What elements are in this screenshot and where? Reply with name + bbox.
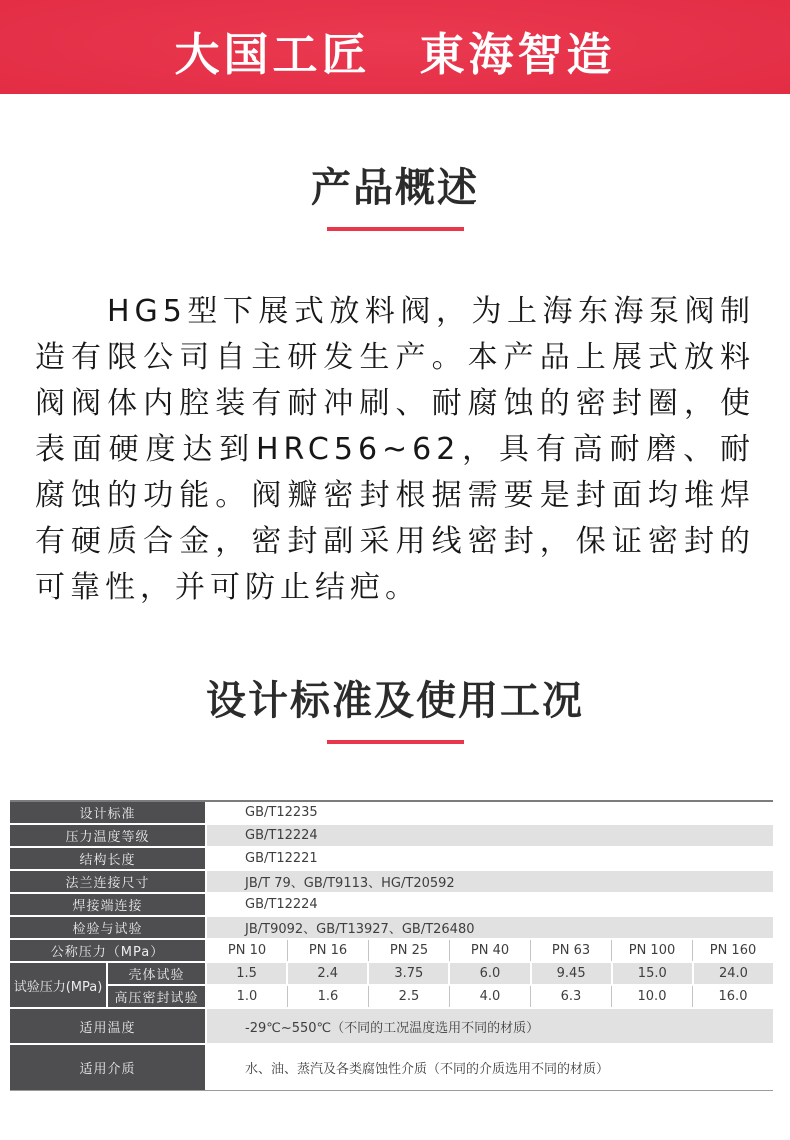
banner-slogan: 大国工匠 東海智造: [174, 27, 616, 81]
table-row-nominal-pressure: [10, 940, 773, 963]
table-row-applicable-temp: [10, 1009, 773, 1045]
table-row-applicable-medium: [10, 1045, 773, 1090]
row-value: GB/T12224: [207, 825, 773, 848]
value-cell: 6.3: [530, 986, 611, 1007]
group-label: 试验压力(MPa): [10, 963, 108, 1009]
overview-title-underline: [327, 227, 464, 231]
table-row-pressure-temp-class: [10, 825, 773, 848]
row-value: GB/T12221: [207, 848, 773, 871]
value-cell: 1.5: [207, 963, 286, 984]
row-value: 水、油、蒸汽及各类腐蚀性介质（不同的介质选用不同的材质）: [207, 1045, 773, 1090]
pn-cell: PN 16: [287, 940, 368, 961]
table-row-design-standard: [10, 802, 773, 825]
pn-cell: PN 63: [530, 940, 611, 961]
row-label: 法兰连接尺寸: [10, 871, 207, 894]
overview-paragraph: HG5型下展式放料阀，为上海东海泵阀制造有限公司自主研发生产。本产品上展式放料阀阀体内腔装有耐冲刷、耐腐蚀的密封圈，使表面硬度达到HRC56~62，具有高耐磨、耐腐蚀的功能。阀瓣密封根据需要是封面均堆焊有硬质合金，密封副采用线密封，保证密封的可靠性，并可防止结疤。: [35, 294, 755, 605]
row-value: -29℃~550℃（不同的工况温度选用不同的材质）: [207, 1009, 773, 1045]
table-row-hp-seal-test: [108, 986, 773, 1009]
pressure-test-group: [10, 963, 773, 1009]
value-cell: 15.0: [611, 963, 692, 984]
sub-row-label: 壳体试验: [108, 963, 207, 986]
row-value: GB/T12224: [207, 894, 773, 917]
overview-section: [0, 164, 790, 611]
row-value: JB/T9092、GB/T13927、GB/T26480: [207, 917, 773, 940]
standards-title: 设计标准及使用工况: [206, 678, 584, 724]
table-row-shell-test: [108, 963, 773, 986]
table-row-structure-length: [10, 848, 773, 871]
pn-cell: PN 160: [692, 940, 773, 961]
pn-cell: PN 25: [368, 940, 449, 961]
value-cell: 2.4: [286, 963, 367, 984]
sub-row-label: 高压密封试验: [108, 986, 207, 1009]
value-cell: 10.0: [611, 986, 692, 1007]
pn-header-cells: [207, 940, 773, 963]
value-cell: 16.0: [692, 986, 773, 1007]
hp-seal-test-cells: [207, 986, 773, 1009]
value-cell: 6.0: [448, 963, 529, 984]
table-row-inspection-test: [10, 917, 773, 940]
overview-title: 产品概述: [311, 165, 479, 211]
value-cell: 1.6: [287, 986, 368, 1007]
pn-cell: PN 10: [207, 940, 287, 961]
row-label: 适用介质: [10, 1045, 207, 1090]
shell-test-cells: [207, 963, 773, 986]
value-cell: 2.5: [368, 986, 449, 1007]
row-label: 结构长度: [10, 848, 207, 871]
brand-banner: [0, 0, 790, 94]
value-cell: 1.0: [207, 986, 287, 1007]
row-label: 公称压力（MPa）: [10, 940, 207, 963]
row-label: 压力温度等级: [10, 825, 207, 848]
row-value: JB/T 79、GB/T9113、HG/T20592: [207, 871, 773, 894]
value-cell: 4.0: [449, 986, 530, 1007]
value-cell: 24.0: [692, 963, 773, 984]
pn-cell: PN 40: [449, 940, 530, 961]
row-value: GB/T12235: [207, 802, 773, 825]
pn-cell: PN 100: [611, 940, 692, 961]
row-label: 设计标准: [10, 802, 207, 825]
table-row-flange-dims: [10, 871, 773, 894]
row-label: 焊接端连接: [10, 894, 207, 917]
spec-table: [10, 800, 773, 1091]
pressure-test-subrows: [108, 963, 773, 1009]
row-label: 适用温度: [10, 1009, 207, 1045]
table-row-weld-end: [10, 894, 773, 917]
standards-section: [0, 677, 790, 1091]
value-cell: 3.75: [367, 963, 448, 984]
row-label: 检验与试验: [10, 917, 207, 940]
standards-title-underline: [327, 740, 464, 744]
value-cell: 9.45: [530, 963, 611, 984]
